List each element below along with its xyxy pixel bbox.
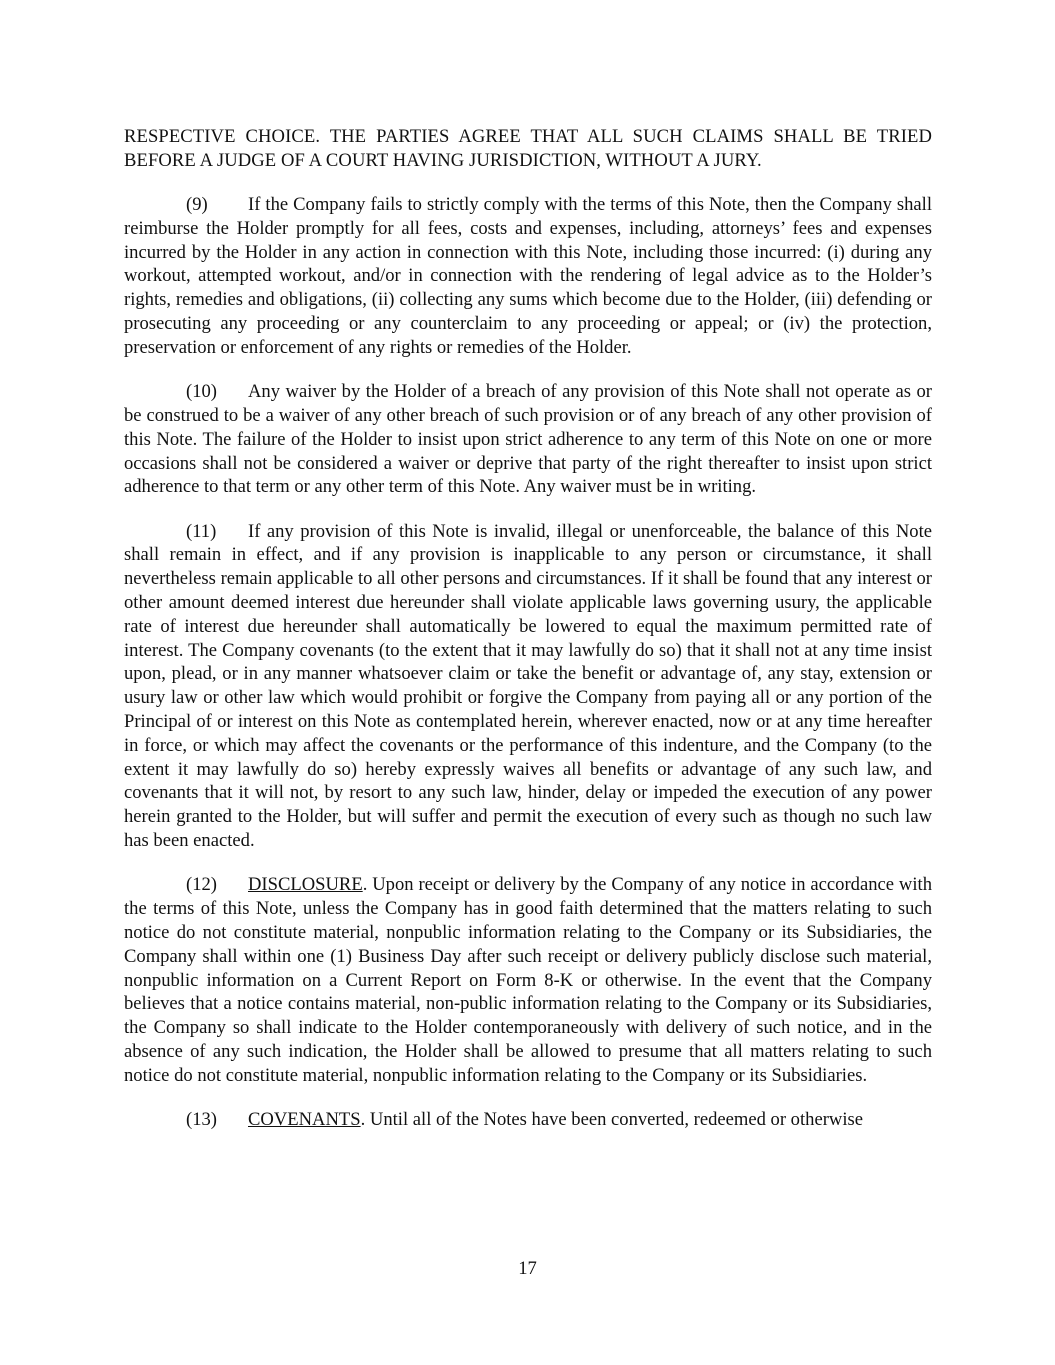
section-9-text: If the Company fails to strictly comply with the terms of this Note, then the Company shall reimburse the Holder promptly for all fees, costs and expenses, including, attorneys’ fees and expenses incurred by the Holder in any action in connection with this Note, including those incurred: (i) during any workout, attempted workout, and/or in connection with the rendering of legal advice as to the Holder’s rights, remedies and obligations, (ii) collecting any sums which become due to the Holder, (iii) defending or prosecuting any proceeding or any counterclaim to any proceeding or appeal; or (iv) the protection, preservation or enforcement of any rights or remedies of the Holder. [124, 194, 932, 358]
section-10-number: (10) [186, 381, 217, 403]
section-11-paragraph [124, 520, 932, 853]
section-13-text: . Until all of the Notes have been converted, redeemed or otherwise [360, 1108, 863, 1130]
page-number: 17 [518, 1258, 537, 1279]
section-12-heading: DISCLOSURE [248, 874, 363, 896]
section-11-text: If any provision of this Note is invalid, illegal or unenforceable, the balance of this Note shall remain in effect, and if any provision is inapplicable to any person or circumstance, it shall nevertheless remain applicable to all other persons and circumstances. If it shall be found that any interest or other amount deemed interest due hereunder shall violate applicable laws governing usury, the applicable rate of interest due hereunder shall automatically be lowered to equal the maximum permitted rate of interest. The Company covenants (to the extent that it may lawfully do so) that it shall not at any time insist upon, plead, or in any manner whatsoever claim or take the benefit or advantage of, any stay, extension or usury law or other law which would prohibit or forgive the Company from paying all or any portion of the Principal of or interest on this Note as contemplated herein, wherever enacted, now or at any time hereafter in force, or which may affect the covenants or the performance of this indenture, and the Company (to the extent it may lawfully do so) hereby expressly waives all benefits or advantage of any such law, and covenants that it will not, by resort to any such law, hinder, delay or impeded the execution of any power herein granted to the Holder, but will suffer and permit the execution of every such as though no such law has been enacted. [124, 520, 932, 852]
section-13-number: (13) [186, 1108, 217, 1130]
section-12-paragraph [124, 873, 932, 1087]
section-9-number: (9) [186, 194, 208, 216]
opening-text: RESPECTIVE CHOICE. THE PARTIES AGREE THAT ALL SUCH CLAIMS SHALL BE TRIED BEFORE A JUDGE OF A COURT HAVING JURISDICTION, WITHOUT A JURY. [124, 126, 932, 171]
section-13-paragraph [124, 1108, 932, 1132]
section-11-number: (11) [186, 520, 217, 542]
document-body [124, 125, 932, 1152]
section-10-paragraph [124, 380, 932, 499]
section-10-text: Any waiver by the Holder of a breach of any provision of this Note shall not operate as or be construed to be a waiver of any other breach of such provision or of any breach of any other provision of this Note. The failure of the Holder to insist upon strict adherence to any term of this Note on one or more occasions shall not be considered a waiver or deprive that party of the right thereafter to insist upon strict adherence to that term or any other term of this Note. Any waiver must be in writing. [124, 381, 932, 498]
section-13-heading: COVENANTS [248, 1108, 361, 1130]
section-12-text: . Upon receipt or delivery by the Company of any notice in accordance with the terms of this Note, unless the Company has in good faith determined that the matters relating to such notice do not constitute material, nonpublic information relating to the Company or its Subsidiaries, the Company shall within one (1) Business Day after such receipt or delivery publicly disclose such material, nonpublic information on a Current Report on Form 8-K or otherwise. In the event that the Company believes that a notice contains material, non-public information relating to the Company or its Subsidiaries, the Company so shall indicate to the Holder contemporaneously with delivery of such notice, and in the absence of any such indication, the Holder shall be allowed to presume that all matters relating to such notice do not constitute material, nonpublic information relating to the Company or its Subsidiaries. [124, 874, 932, 1086]
opening-paragraph [124, 125, 932, 173]
section-12-number: (12) [186, 874, 217, 896]
section-9-paragraph [124, 193, 932, 360]
